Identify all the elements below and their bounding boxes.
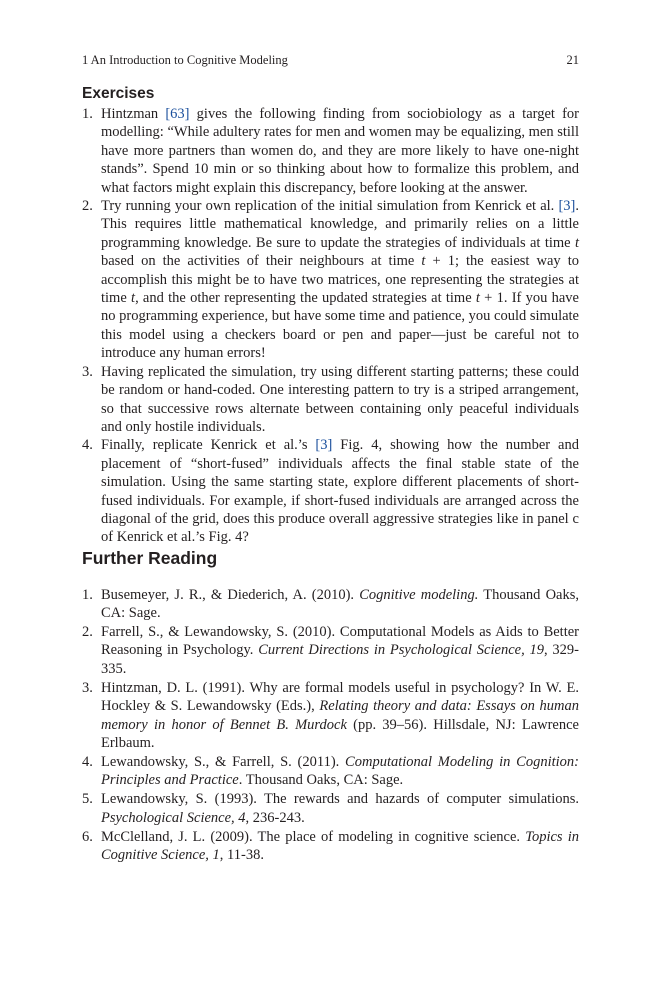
item-number: 4. [82,753,93,770]
item-text: Having replicated the simulation, try using different starting patterns; these could be random or hand-coded. One interesting pattern to try is a striped arrangement, so that successive rows alternate between containing only peaceful individuals and only hostile individuals. [101,363,579,435]
reference-text: . Thousand Oaks, CA: Sage. [238,772,404,789]
citation-link[interactable]: [63] [165,106,190,122]
reference-title: Psychological Science, 4 [101,809,246,826]
reference-item [82,586,579,623]
item-number: 2. [82,624,93,641]
item-number: 5. [82,791,93,808]
math-variable: t [475,290,480,307]
item-number: 3. [82,679,93,696]
reference-item [82,679,579,753]
reference-text: , 236-243. [245,809,305,826]
reference-text: , 11-38. [219,846,264,863]
exercise-item [82,197,579,363]
reference-text: Farrell, S., & Lewandowsky, S. (2010). Computational Models as Aids to Better Reasoning in Psychology. [101,624,579,659]
item-text: , and the other representing the updated strategies at time [135,290,476,307]
exercise-item [82,363,579,437]
reference-text: Lewandowsky, S., & Farrell, S. (2011). [101,753,346,770]
reading-list [82,586,579,865]
reference-text: Hintzman, D. L. (1991). Why are formal models useful in psychology? In W. E. Hockley & S. Lewandowsky (Eds.), [101,679,579,715]
further-reading-heading: Further Reading [82,547,218,568]
item-number: 1. [82,586,93,603]
item-number: 3. [82,363,93,380]
item-text: gives the following finding from sociobiology as a target for modelling: “While adultery rates for men and women may be equalizing, men still have more partners than women do, and they are more likely to have one-night stands”. Spend 10 min or so thinking about how to formalize this problem, and what factors might explain this discrepancy, before looking at the answer. [101,106,579,196]
reference-title: Relating theory and data: Essays on human memory in honor of Bennet B. Murdock [101,698,579,733]
item-text: . This requires little mathematical knowledge, and primarily relies on a little programming knowledge. Be sure to update the strategies of individuals at time [101,198,579,251]
item-text: + 1. If you have no programming experience, but have some time and patience, you could simulate this model using a checkers board or pen and paper—just be careful not to introduce any human errors! [101,290,579,362]
exercises-list [82,105,579,547]
reference-text: McClelland, J. L. (2009). The place of modeling in cognitive science. [101,828,526,845]
reference-item [82,753,579,790]
item-number: 4. [82,437,93,454]
item-number: 1. [82,106,93,122]
page-content [82,84,579,865]
reference-text: Thousand Oaks, CA: Sage. [101,586,579,622]
math-variable: t [131,290,136,307]
item-number: 2. [82,198,93,215]
reference-title: Current Directions in Psychological Science, 19 [258,642,544,659]
math-variable: t [574,234,579,251]
item-text: Finally, replicate Kenrick et al.’s [101,437,316,454]
reference-text: (pp. 39–56). Hillsdale, NJ: Lawrence Erlbaum. [101,716,579,751]
reference-text: Lewandowsky, S. (1993). The rewards and hazards of computer simulations. [101,791,579,808]
reference-title: Cognitive modeling. [359,586,479,603]
reference-text: Busemeyer, J. R., & Diederich, A. (2010). [101,586,360,603]
item-text: Try running your own replication of the initial simulation from Kenrick et al. [101,198,559,215]
reference-item [82,790,579,827]
item-text: Hintzman [101,106,166,122]
reference-text: , 329-335. [101,642,579,677]
reference-title: Computational Modeling in Cognition: Principles and Practice [101,753,579,789]
reference-item [82,828,579,865]
citation-link[interactable]: [3] [558,198,576,215]
exercise-item [82,436,579,546]
item-text: + 1; the easiest way to accomplish this might be to have two matrices, one representing the strategies at time [101,253,579,307]
page-number: 21 [566,53,579,67]
citation-link[interactable]: [3] [315,437,333,454]
item-text: based on the activities of their neighbours at time [101,253,422,270]
reference-title: Topics in Cognitive Science, 1 [101,828,580,863]
reference-item [82,623,579,678]
item-number: 6. [82,828,93,845]
item-text: Fig. 4, showing how the number and placement of “short-fused” individuals affects the final stable state of the simulation. Using the same starting state, explore different placements of short-fused individuals. For example, if short-fused individuals are arranged across the diagonal of the grid, does this produce overall aggressive strategies like in panel c of Kenrick et al.’s Fig. 4? [101,437,579,546]
chapter-title: 1 An Introduction to Cognitive Modeling [82,53,288,67]
math-variable: t [421,253,426,270]
exercises-heading: Exercises [82,85,155,102]
exercise-item [82,105,579,197]
